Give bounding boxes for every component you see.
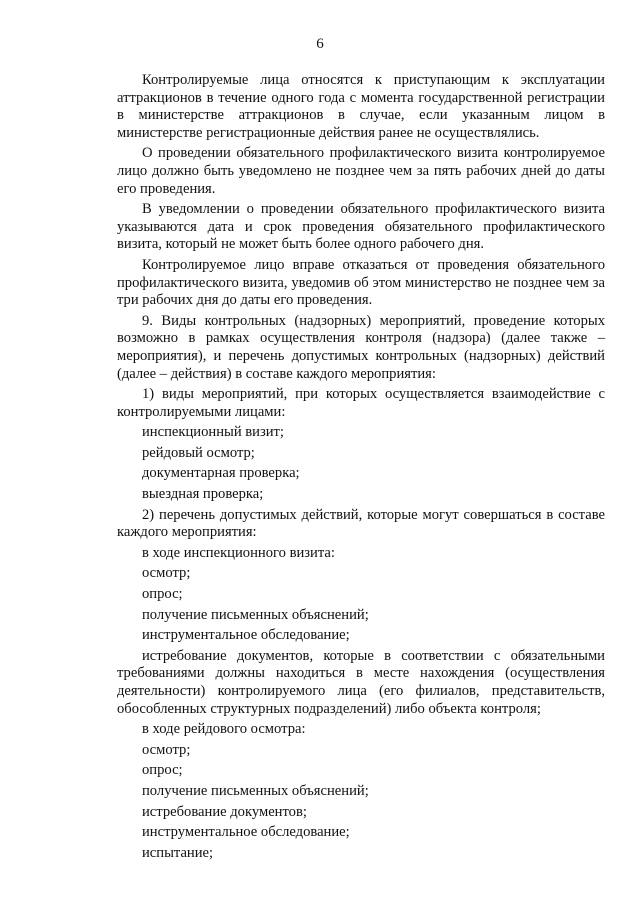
paragraph: О проведении обязательного профилактического визита контролируемое лицо должно быть уведомлено не позднее чем за пять рабочих дней до даты его проведения.	[117, 145, 605, 197]
list-item: инструментальное обследование;	[142, 824, 350, 841]
paragraph: 2) перечень допустимых действий, которые могут совершаться в составе каждого мероприятия:	[117, 506, 605, 541]
list-item: инспекционный визит;	[142, 424, 284, 441]
page-number: 6	[316, 36, 324, 52]
paragraph: 1) виды мероприятий, при которых осуществляется взаимодействие с контролируемыми лицами:	[117, 386, 605, 420]
paragraph: 9. Виды контрольных (надзорных) мероприятий, проведение которых возможно в рамках осуществления контроля (надзора) (далее также – мероприятия), и перечень допустимых контрольных (надзорных) действий (далее – действия) в составе каждого мероприятия:	[117, 312, 605, 382]
list-item: опрос;	[142, 762, 183, 779]
list-item: испытание;	[142, 844, 214, 861]
list-heading: в ходе рейдового осмотра:	[142, 721, 306, 738]
list-item: осмотр;	[142, 741, 191, 758]
list-item: истребование документов;	[142, 803, 307, 820]
list-heading: в ходе инспекционного визита:	[142, 544, 335, 561]
list-item: инструментальное обследование;	[142, 627, 350, 644]
list-item: получение письменных объяснений;	[142, 606, 369, 623]
list-item: рейдовый осмотр;	[142, 444, 255, 461]
paragraph: В уведомлении о проведении обязательного профилактического визита указываются дата и срок проведения обязательного профилактического визита, который не может быть более одного рабочего дня.	[117, 201, 605, 253]
document-body	[117, 72, 605, 862]
list-item: опрос;	[142, 586, 183, 603]
list-item: осмотр;	[142, 565, 191, 582]
list-item: получение письменных объяснений;	[142, 782, 369, 799]
list-item: истребование документов, которые в соответствии с обязательными требованиями должны находиться в месте нахождения (осуществления деятельности) контролируемого лица (его филиалов, представительств, обособленных структурных подразделений) либо объекта контроля;	[117, 647, 605, 717]
paragraph: Контролируемые лица относятся к приступающим к эксплуатации аттракционов в течение одного года с момента государственной регистрации в министерстве аттракционов в случае, если указанным лицом в министерстве регистрационные действия ранее не осуществлялись.	[117, 72, 605, 141]
list-item: документарная проверка;	[142, 465, 300, 482]
list-item: выездная проверка;	[142, 486, 264, 503]
paragraph: Контролируемое лицо вправе отказаться от проведения обязательного профилактического визита, уведомив об этом министерство не позднее чем за три рабочих дня до даты его проведения.	[117, 256, 605, 309]
